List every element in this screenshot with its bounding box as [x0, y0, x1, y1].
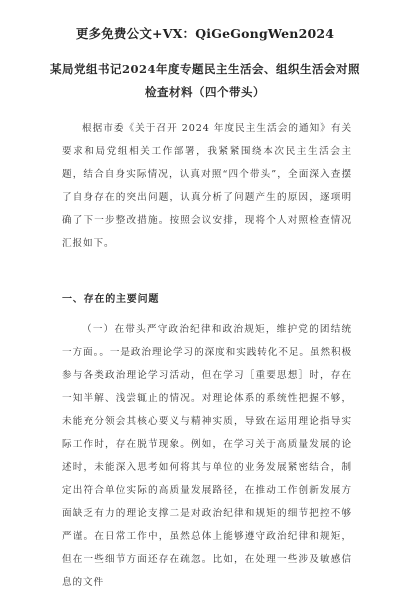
document-title-line-1: 某局党组书记2024年度专题民主生活会、组织生活会对照: [49, 62, 360, 76]
intro-paragraph: 根据市委《关于召开 2024 年度民主生活会的通知》有关要求和局党组相关工作部署，我紧紧围绕本次民主生活会主题，结合自身实际情况，认真对照“四个带头”，全面深入查摆了自身存在的突出问题，认真分析了问题产生的原因，逐项明确了下一步整改措施。按照会议安排，现将个人对照检查情况汇报如下。: [62, 123, 352, 249]
body-paragraph: （一）在带头严守政治纪律和政治规矩，维护党的团结统一方面。。一是政治理论学习的深度和实践转化不足。虽然积极参与各类政治理论学习活动，但在学习［重要思想］时，存在一知半解、浅尝辄止的情况。对理论体系的系统性把握不够，未能充分领会其核心要义与精神实质，导致在运用理论指导实际工作时，存在脱节现象。例如，在学习关于高质量发展的论述时，未能深入思考如何将其与单位的业务发展紧密结合，制定出符合单位实际的高质量发展路径，在推动工作创新发展方面缺乏有力的理论支撑二是对政治纪律和规矩的细节把控不够严谨。在日常工作中，虽然总体上能够遵守政治纪律和规矩，但在一些细节方面还存在疏忽。比如，在处理一些涉及敏感信息的文件: [62, 324, 352, 588]
section-heading: 一、存在的主要问题: [62, 294, 160, 305]
watermark-header: 更多免费公文+VX：QiGeGongWen2024: [75, 26, 335, 41]
document-title-line-2: 检查材料（四个带头）: [145, 85, 265, 99]
